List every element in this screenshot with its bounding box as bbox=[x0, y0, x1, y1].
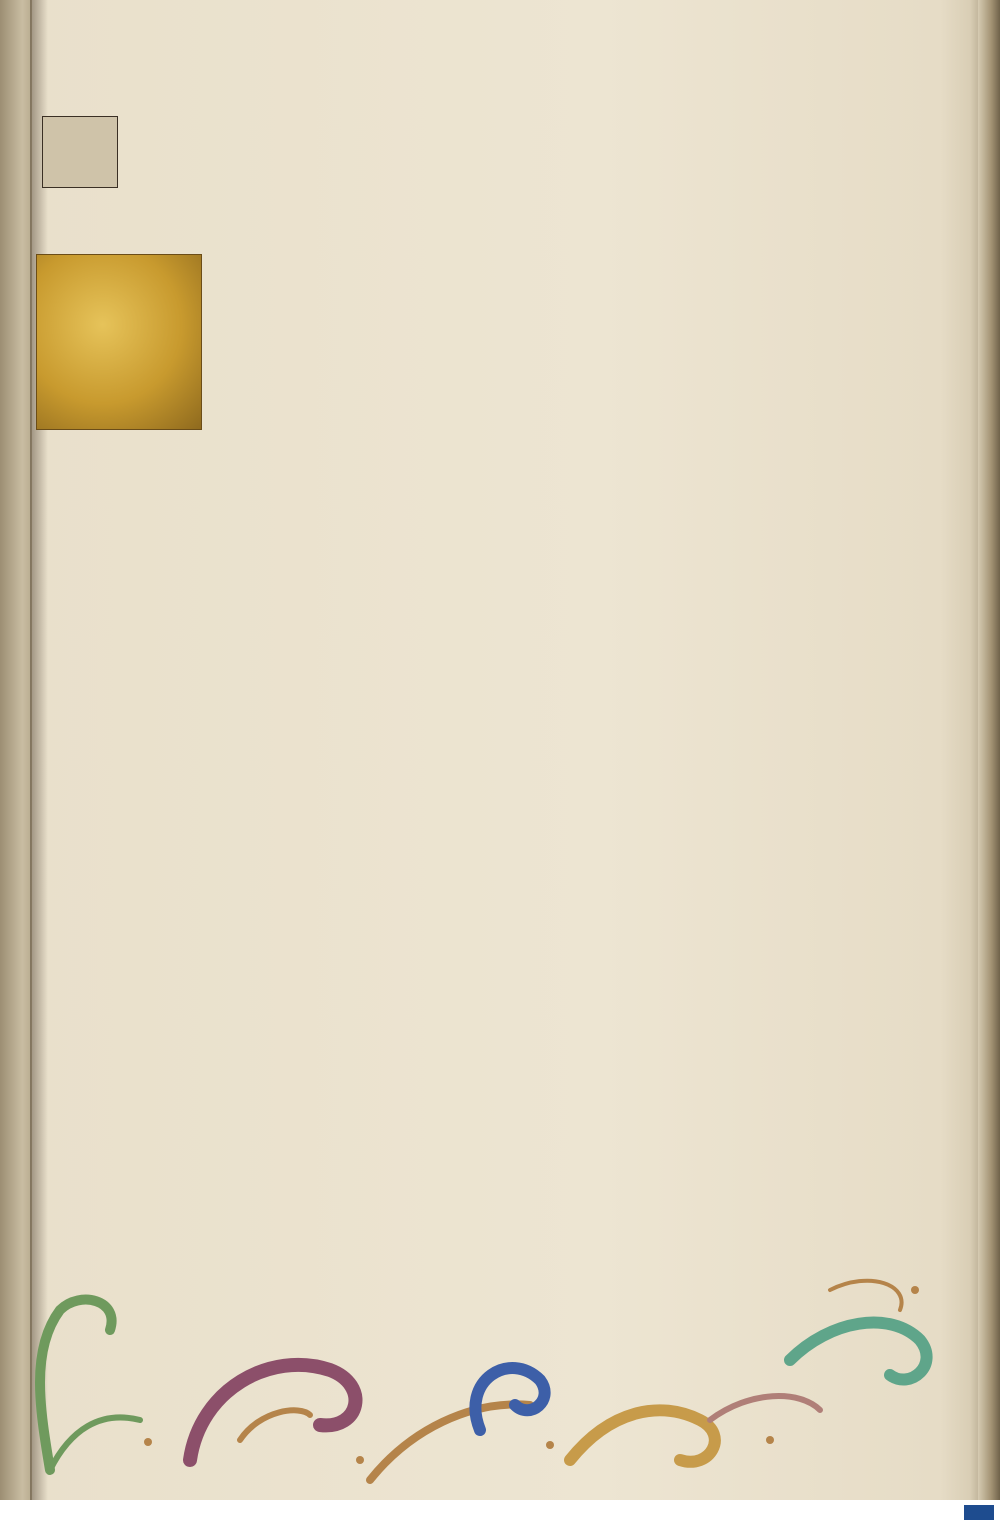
previous-page-text bbox=[2, 110, 30, 1260]
illuminated-initial bbox=[36, 254, 202, 430]
dfg-logo bbox=[964, 1505, 994, 1520]
floral-border-illumination bbox=[10, 1230, 970, 1500]
page-fore-edge bbox=[978, 0, 1000, 1500]
illuminated-initial-letter bbox=[37, 255, 201, 429]
digitization-footer bbox=[0, 1500, 1000, 1526]
woodcut-initial bbox=[42, 116, 118, 188]
